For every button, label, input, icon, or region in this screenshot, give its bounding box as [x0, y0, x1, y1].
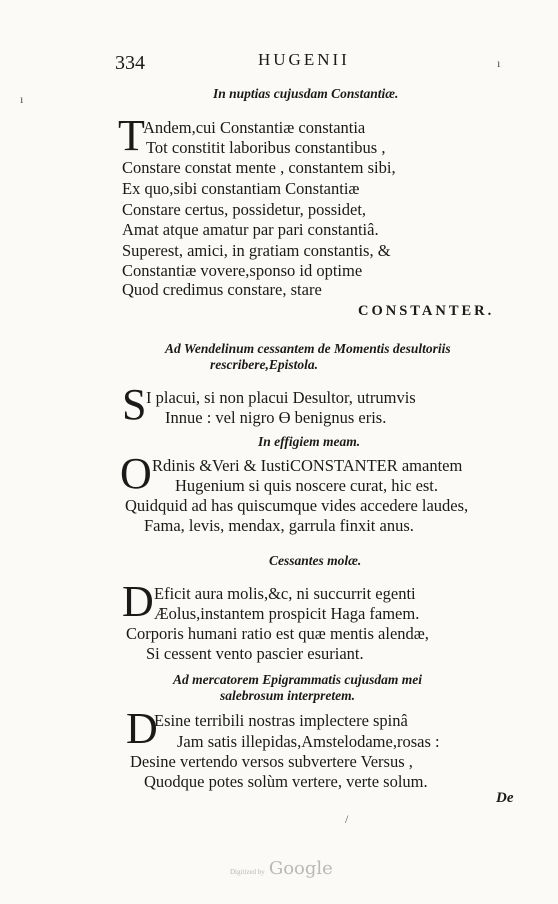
verse-line: Innue : vel nigro ϴ benignus eris.: [165, 408, 387, 427]
verse-line: I placui, si non placui Desultor, utrumvis: [146, 388, 416, 407]
verse-line: Andem,cui Constantiæ constantia: [143, 118, 366, 137]
verse-line: Quidquid ad has quiscumque vides accedere laudes,: [125, 496, 469, 515]
drop-cap: O: [120, 449, 152, 498]
verse-line: Eficit aura molis,&c, ni succurrit egenti: [154, 584, 416, 603]
verse-line: Quod credimus constare, stare: [122, 280, 322, 299]
verse-line: Superest, amici, in gratiam constantis, &: [122, 241, 391, 260]
verse-line: Amat atque amatur par pari constantiâ.: [122, 220, 379, 239]
verse-line: Constantiæ vovere,sponso id optime: [122, 261, 363, 280]
verse-line: Constare certus, possidetur, possidet,: [122, 200, 367, 219]
verse-line: Esine terribili nostras implectere spinâ: [154, 711, 408, 730]
drop-cap: D: [122, 577, 154, 626]
verse-line: Quodque potes solùm vertere, verte solum.: [144, 772, 428, 791]
stray-mark: /: [345, 812, 349, 826]
verse-line: Corporis humani ratio est quæ mentis alendæ,: [126, 624, 429, 643]
poem-title: rescribere,Epistola.: [210, 357, 318, 372]
verse-line: Constare constat mente , constantem sibi,: [122, 158, 396, 177]
verse-line: Fama, levis, mendax, garrula finxit anus.: [144, 516, 414, 535]
drop-cap: T: [118, 111, 145, 160]
catchword: De: [496, 790, 514, 806]
verse-line: Tot constitit laboribus constantibus ,: [146, 138, 386, 157]
verse-line: Æolus,instantem prospicit Haga famem.: [154, 604, 420, 623]
page-number: 334: [115, 52, 145, 74]
signature: CONSTANTER.: [358, 303, 495, 319]
poem-title: In effigiem meam.: [258, 434, 361, 449]
digitized-watermark: [230, 858, 333, 879]
drop-cap: S: [122, 380, 147, 429]
poem-title: In nuptias cujusdam Constantiæ.: [213, 86, 399, 101]
verse-line: Rdinis &Veri & IustiCONSTANTER amantem: [152, 456, 463, 475]
digitized-text: Digitized by: [230, 868, 265, 876]
poem-title: Ad mercatorem Epigrammatis cujusdam mei: [173, 672, 423, 687]
verse-line: Jam satis illepidas,Amstelodame,rosas :: [177, 732, 440, 751]
verse-line: Si cessent vento pascier esuriant.: [146, 644, 364, 663]
running-head: HUGENII: [258, 50, 350, 69]
poem-title: salebrosum interpretem.: [220, 688, 356, 703]
poem-title: Ad Wendelinum cessantem de Momentis desultoriis: [165, 341, 451, 356]
drop-cap: D: [126, 704, 158, 753]
verse-line: Desine vertendo versos subvertere Versus ,: [130, 752, 413, 771]
verse-line: Hugenium si quis noscere curat, hic est.: [175, 476, 439, 495]
google-logo: Google: [268, 858, 333, 879]
poem-title: Cessantes molæ.: [269, 553, 362, 568]
stray-mark: ı: [20, 92, 24, 106]
stray-mark: ı: [497, 56, 501, 70]
verse-line: Ex quo,sibi constantiam Constantiæ: [122, 179, 360, 198]
